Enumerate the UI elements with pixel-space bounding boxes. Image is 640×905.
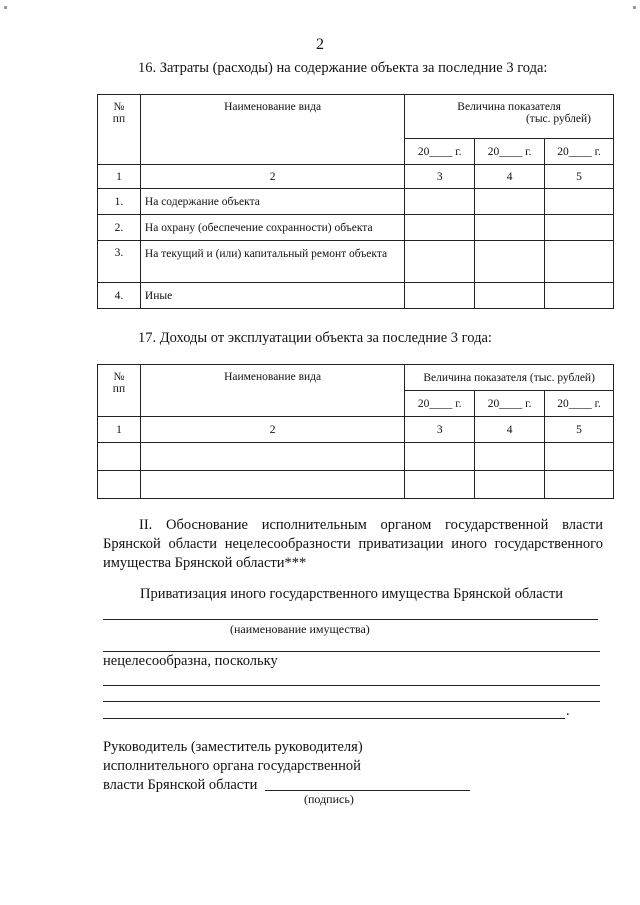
col-number: 4	[475, 417, 545, 443]
privatization-text: Приватизация иного государственного имущества Брянской области	[140, 586, 564, 602]
table-row	[98, 443, 614, 471]
value-cell	[405, 215, 475, 241]
end-period: .	[566, 703, 570, 719]
row-name: На текущий и (или) капитальный ремонт объекта	[140, 241, 404, 283]
row-name: Иные	[140, 283, 404, 309]
header-name: Наименование вида	[140, 365, 404, 417]
reason-line	[103, 685, 600, 686]
reason-line	[103, 718, 565, 719]
signature-block	[103, 738, 363, 795]
part2-title-line1: II. Обоснование исполнительным органом государственной власти	[139, 517, 603, 533]
header-value-line1: Величина показателя	[457, 101, 561, 113]
row-num: 1.	[98, 189, 141, 215]
value-cell	[475, 189, 545, 215]
value-cell	[475, 283, 545, 309]
value-cell	[545, 241, 614, 283]
header-num: № пп	[98, 365, 141, 417]
part2-title	[103, 516, 603, 573]
value-cell	[545, 189, 614, 215]
col-number: 2	[140, 165, 404, 189]
table-row	[98, 283, 614, 309]
property-name-line	[103, 619, 598, 620]
row-name: На содержание объекта	[140, 189, 404, 215]
inexpedient-text: нецелесообразна, поскольку	[103, 653, 278, 669]
header-year: 20____ г.	[405, 139, 475, 165]
row-num: 4.	[98, 283, 141, 309]
header-year: 20____ г.	[545, 391, 614, 417]
value-cell	[475, 215, 545, 241]
section16-title: 16. Затраты (расходы) на содержание объекта за последние 3 года:	[138, 60, 548, 76]
col-number: 3	[405, 417, 475, 443]
row-num: 3.	[98, 241, 141, 283]
row-num: 2.	[98, 215, 141, 241]
reason-line	[103, 701, 600, 702]
expenses-table	[97, 94, 614, 309]
header-name: Наименование вида	[140, 95, 404, 165]
col-number: 4	[475, 165, 545, 189]
signature-line	[265, 790, 470, 791]
value-cell	[405, 189, 475, 215]
signature-caption: (подпись)	[304, 792, 354, 806]
table-row	[98, 189, 614, 215]
page-number: 2	[316, 36, 324, 53]
scan-mark	[633, 6, 636, 9]
income-table	[97, 364, 614, 499]
header-num: № пп	[98, 95, 141, 165]
header-year: 20____ г.	[405, 391, 475, 417]
part2-title-line3: имущества Брянской области***	[103, 555, 307, 571]
col-number: 5	[545, 417, 614, 443]
row-name: На охрану (обеспечение сохранности) объекта	[140, 215, 404, 241]
value-cell	[475, 241, 545, 283]
header-value-line2: (тыс. рублей)	[525, 113, 591, 125]
header-value: Величина показателя (тыс. рублей)	[405, 365, 614, 391]
value-cell	[405, 241, 475, 283]
table-row	[98, 471, 614, 499]
header-year: 20____ г.	[475, 139, 545, 165]
col-number: 5	[545, 165, 614, 189]
col-number: 2	[140, 417, 404, 443]
col-number: 1	[98, 417, 141, 443]
part2-title-line2: Брянской области нецелесообразности приватизации иного государственного	[103, 536, 603, 552]
property-name-caption: (наименование имущества)	[230, 622, 370, 636]
value-cell	[545, 215, 614, 241]
signatory-line2: исполнительного органа государственной	[103, 758, 361, 774]
header-year: 20____ г.	[475, 391, 545, 417]
signatory-line3: власти Брянской области	[103, 777, 258, 793]
col-number: 1	[98, 165, 141, 189]
table-row	[98, 241, 614, 283]
col-number: 3	[405, 165, 475, 189]
value-cell	[405, 283, 475, 309]
section17-title: 17. Доходы от эксплуатации объекта за последние 3 года:	[138, 330, 492, 346]
table-row	[98, 215, 614, 241]
signatory-line1: Руководитель (заместитель руководителя)	[103, 739, 363, 755]
scan-mark	[4, 6, 7, 9]
value-cell	[545, 283, 614, 309]
header-value	[405, 95, 614, 139]
header-year: 20____ г.	[545, 139, 614, 165]
